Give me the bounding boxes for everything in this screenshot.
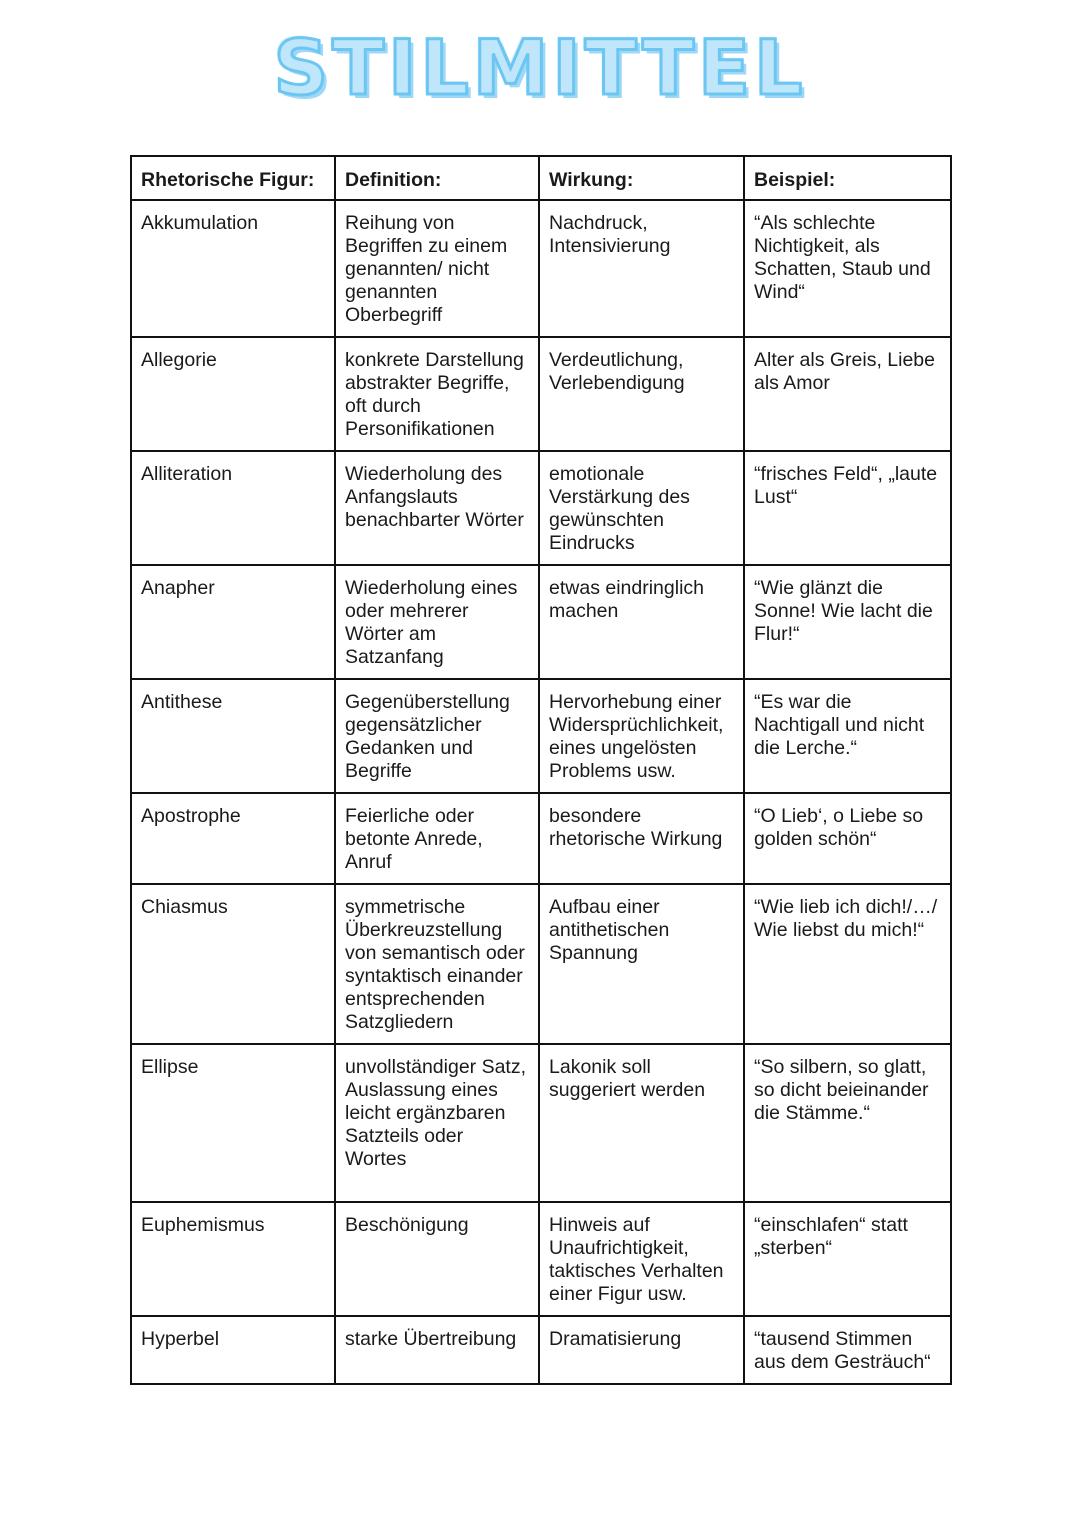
cell-wirkung: Lakonik soll suggeriert werden — [539, 1044, 744, 1202]
cell-figur: Antithese — [131, 679, 335, 793]
header-beispiel: Beispiel: — [744, 156, 951, 200]
table-row — [131, 200, 951, 337]
cell-beispiel: “O Lieb‘, o Liebe so golden schön“ — [744, 793, 951, 884]
cell-beispiel: Alter als Greis, Liebe als Amor — [744, 337, 951, 451]
cell-wirkung: Aufbau einer antithetischen Spannung — [539, 884, 744, 1044]
table-row — [131, 337, 951, 451]
cell-wirkung: Verdeutlichung, Verlebendigung — [539, 337, 744, 451]
table-header-row — [131, 156, 951, 200]
cell-beispiel: “Wie glänzt die Sonne! Wie lacht die Flur!“ — [744, 565, 951, 679]
table-row — [131, 1202, 951, 1316]
table-row — [131, 565, 951, 679]
cell-figur: Akkumulation — [131, 200, 335, 337]
cell-wirkung: besondere rhetorische Wirkung — [539, 793, 744, 884]
cell-definition: Feierliche oder betonte Anrede, Anruf — [335, 793, 539, 884]
cell-figur: Anapher — [131, 565, 335, 679]
cell-beispiel: “So silbern, so glatt, so dicht beieinander die Stämme.“ — [744, 1044, 951, 1202]
cell-definition: starke Übertreibung — [335, 1316, 539, 1384]
cell-beispiel: “tausend Stimmen aus dem Gesträuch“ — [744, 1316, 951, 1384]
cell-figur: Allegorie — [131, 337, 335, 451]
cell-figur: Ellipse — [131, 1044, 335, 1202]
cell-beispiel: “Als schlechte Nichtigkeit, als Schatten, Staub und Wind“ — [744, 200, 951, 337]
header-definition: Definition: — [335, 156, 539, 200]
cell-figur: Hyperbel — [131, 1316, 335, 1384]
cell-wirkung: Dramatisierung — [539, 1316, 744, 1384]
cell-beispiel: “frisches Feld“, „laute Lust“ — [744, 451, 951, 565]
cell-definition: Gegenüberstellung gegensätzlicher Gedanken und Begriffe — [335, 679, 539, 793]
cell-figur: Apostrophe — [131, 793, 335, 884]
cell-definition: Reihung von Begriffen zu einem genannten/ nicht genannten Oberbegriff — [335, 200, 539, 337]
cell-wirkung: Hervorhebung einer Widersprüchlichkeit, eines ungelösten Problems usw. — [539, 679, 744, 793]
stilmittel-table — [130, 155, 952, 1385]
cell-figur: Chiasmus — [131, 884, 335, 1044]
cell-definition: Wiederholung eines oder mehrerer Wörter am Satzanfang — [335, 565, 539, 679]
table-row — [131, 884, 951, 1044]
cell-beispiel: “Es war die Nachtigall und nicht die Lerche.“ — [744, 679, 951, 793]
cell-figur: Euphemismus — [131, 1202, 335, 1316]
table-row — [131, 1316, 951, 1384]
table-row — [131, 679, 951, 793]
cell-beispiel: “einschlafen“ statt „sterben“ — [744, 1202, 951, 1316]
cell-definition: Beschönigung — [335, 1202, 539, 1316]
cell-definition: konkrete Darstellung abstrakter Begriffe, oft durch Personifikationen — [335, 337, 539, 451]
title-wrap — [0, 23, 1080, 112]
cell-wirkung: emotionale Verstärkung des gewünschten Eindrucks — [539, 451, 744, 565]
cell-beispiel: “Wie lieb ich dich!/…/ Wie liebst du mich!“ — [744, 884, 951, 1044]
cell-wirkung: Nachdruck, Intensivierung — [539, 200, 744, 337]
cell-definition: unvollständiger Satz, Auslassung eines leicht ergänzbaren Satzteils oder Wortes — [335, 1044, 539, 1202]
table-row — [131, 451, 951, 565]
header-wirkung: Wirkung: — [539, 156, 744, 200]
table-row — [131, 1044, 951, 1202]
cell-definition: symmetrische Überkreuzstellung von semantisch oder syntaktisch einander entsprechenden Satzgliedern — [335, 884, 539, 1044]
table-row — [131, 793, 951, 884]
cell-wirkung: etwas eindringlich machen — [539, 565, 744, 679]
cell-wirkung: Hinweis auf Unaufrichtigkeit, taktisches Verhalten einer Figur usw. — [539, 1202, 744, 1316]
cell-figur: Alliteration — [131, 451, 335, 565]
header-figur: Rhetorische Figur: — [131, 156, 335, 200]
cell-definition: Wiederholung des Anfangslauts benachbarter Wörter — [335, 451, 539, 565]
page-title: STILMITTEL — [273, 23, 807, 112]
